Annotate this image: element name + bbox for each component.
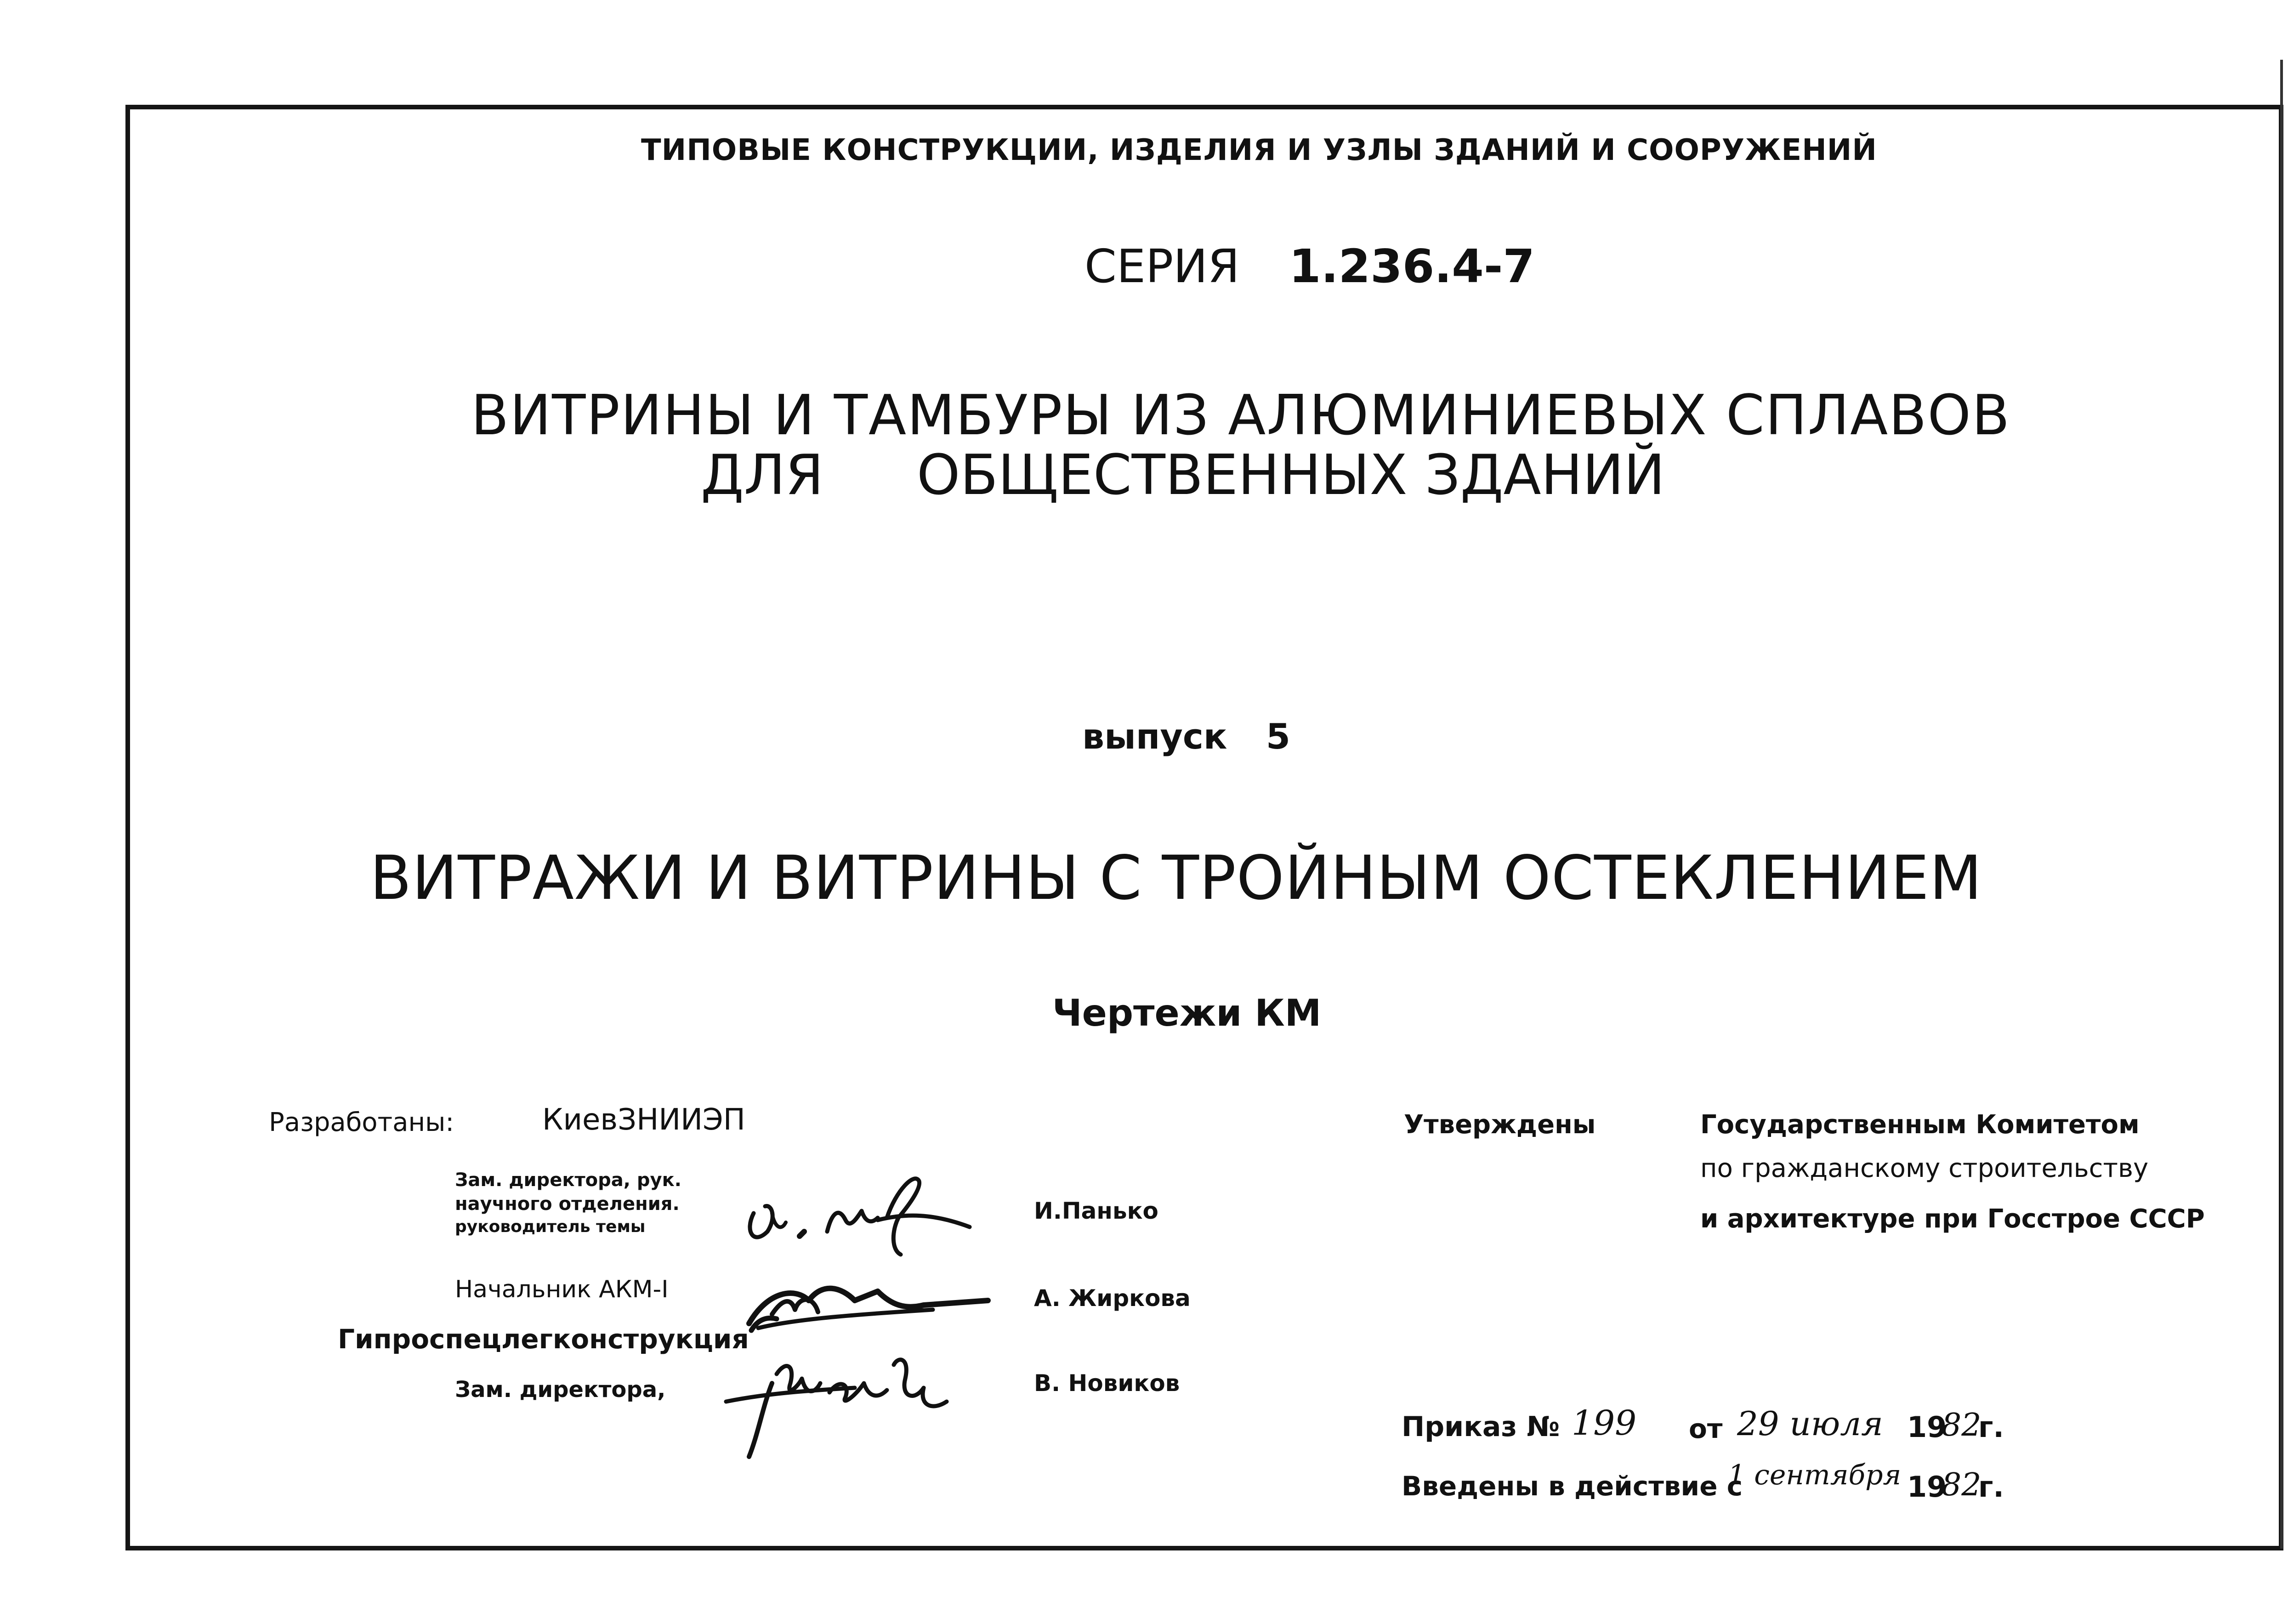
title-line-2-a: ДЛЯ: [701, 443, 824, 507]
series-number: 1.236.4-7: [1289, 239, 1535, 293]
effective-date: 1 сентября: [1728, 1459, 1902, 1491]
issue-label: выпуск: [1082, 716, 1227, 757]
approved-label: Утверждены: [1404, 1110, 1596, 1140]
title-line-1: ВИТРИНЫ И ТАМБУРЫ ИЗ АЛЮМИНИЕВЫХ СПЛАВОВ: [471, 384, 2011, 448]
title-line-2-b: ОБЩЕСТВЕННЫХ ЗДАНИЙ: [917, 443, 1665, 507]
effective-year-suffix: г.: [1978, 1470, 2004, 1504]
signature-2: [740, 1273, 997, 1337]
order-date: 29 июля: [1737, 1404, 1883, 1443]
position-1-line-3: руководитель темы: [455, 1217, 646, 1236]
approved-line-3: и архитектуре при Госстрое СССР: [1700, 1204, 2205, 1234]
signature-1: [740, 1163, 979, 1264]
position-2: Начальник АКМ-I: [455, 1276, 669, 1303]
order-label: Приказ №: [1402, 1411, 1560, 1443]
order-year-prefix: 19: [1907, 1410, 1947, 1444]
position-3: Зам. директора,: [455, 1377, 666, 1403]
effective-year-hand: 82: [1942, 1467, 1981, 1503]
position-1-line-2: научного отделения.: [455, 1193, 680, 1215]
name-3: В. Новиков: [1034, 1370, 1180, 1397]
order-year-hand: 82: [1942, 1407, 1981, 1443]
subtitle: ВИТРАЖИ И ВИТРИНЫ С ТРОЙНЫМ ОСТЕКЛЕНИЕМ: [370, 843, 1982, 914]
order-from: от: [1689, 1413, 1723, 1444]
developer-org-2: Гипроспецлегконструкция: [338, 1323, 749, 1355]
drawings-label: Чертежи КМ: [1052, 992, 1322, 1034]
name-2: А. Жиркова: [1034, 1285, 1191, 1312]
header-line: ТИПОВЫЕ КОНСТРУКЦИИ, ИЗДЕЛИЯ И УЗЛЫ ЗДАНИЙ И СООРУЖЕНИЙ: [641, 133, 1877, 167]
scan-edge: [2280, 60, 2283, 1549]
approved-line-1: Государственным Комитетом: [1700, 1110, 2140, 1140]
effective-label: Введены в действие с: [1402, 1471, 1743, 1502]
effective-year-prefix: 19: [1907, 1470, 1947, 1504]
issue-number: 5: [1266, 716, 1290, 757]
order-number: 199: [1572, 1403, 1637, 1443]
approved-line-2: по гражданскому строительству: [1700, 1153, 2149, 1183]
order-year-suffix: г.: [1978, 1410, 2004, 1444]
signature-3: [717, 1346, 993, 1461]
series-label: СЕРИЯ: [1084, 239, 1240, 293]
developer-org-1: КиевЗНИИЭП: [542, 1103, 745, 1137]
position-1-line-1: Зам. директора, рук.: [455, 1170, 681, 1191]
name-1: И.Панько: [1034, 1198, 1158, 1224]
developed-label: Разработаны:: [269, 1107, 454, 1137]
